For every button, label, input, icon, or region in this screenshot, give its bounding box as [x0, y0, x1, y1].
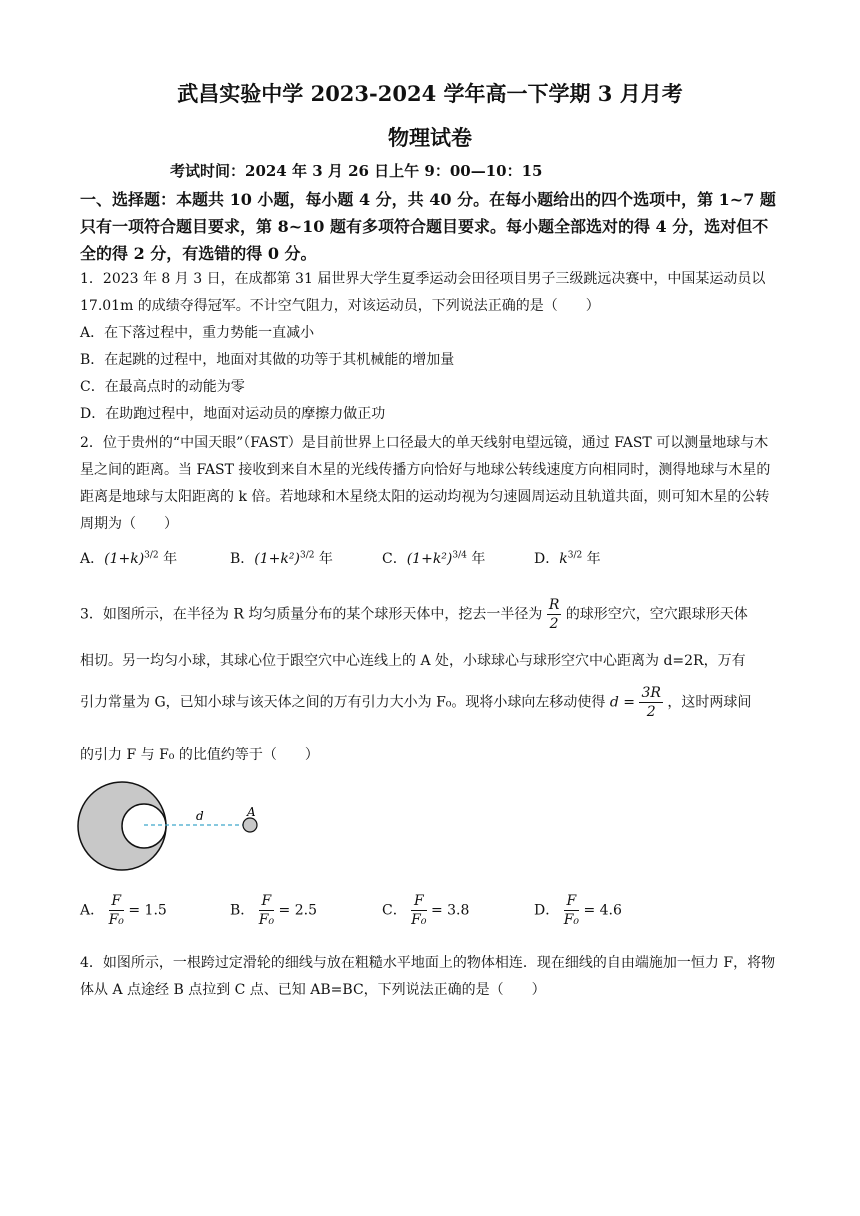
q2-options: [80, 548, 780, 578]
label-a: A: [247, 805, 256, 819]
q2-option-d: D．$k^{3/2}$ 年: [534, 550, 601, 567]
q3-options: [80, 892, 780, 936]
q3-fraction-3r-over-2: $\frac{3R}{2}$: [641, 685, 661, 720]
q2-option-b: B．$(1+k^2)^{3/2}$ 年: [230, 550, 333, 567]
label-d: d: [196, 809, 204, 823]
small-ball: [243, 818, 257, 832]
exam-title: 武昌实验中学 2023-2024 学年高一下学期 3 月月考: [177, 81, 683, 106]
q2-option-a: A．$(1+k)^{3/2}$ 年: [80, 550, 178, 567]
q1-stem: 1．2023 年 8 月 3 日，在成都第 31 届世界大学生夏季运动会田径项目男子三级跳远决赛中，中国某运动员以 17.01m 的成绩夺得冠军。不计空气阻力，对该运动员，下列说法正确的是（ ）: [80, 271, 766, 314]
cavity-circle: [122, 804, 166, 848]
q3-option-a: A． $\frac{F}{\text{F₀}}$ = 1.5: [80, 893, 167, 928]
q1-option-c: C．在最高点时的动能为零: [80, 379, 245, 395]
q2-option-c: C．$(1+k^2)^{3/4}$ 年: [382, 550, 486, 567]
q3-option-b: B． $\frac{F}{\text{F₀}}$ = 2.5: [230, 893, 317, 928]
q3-option-d: D． $\frac{F}{\text{F₀}}$ = 4.6: [534, 893, 622, 928]
exam-subtitle: 物理试卷: [388, 125, 472, 150]
q4-stem: 4．如图所示，一根跨过定滑轮的细线与放在粗糙水平地面上的物体相连．现在细线的自由端施加一恒力 F，将物体从 A 点途经 B 点拉到 C 点、已知 AB=BC，下列说法正确的是（ ）: [80, 955, 776, 998]
q3-line4: 的引力 F 与 F₀ 的比值约等于（ ）: [80, 747, 319, 763]
q3-line2: 相切。另一均匀小球，其球心位于跟空穴中心连线上的 A 处，小球球心与球形空穴中心距离为 d=2R，万有: [80, 653, 746, 669]
q1-option-a: A．在下落过程中，重力势能一直减小: [80, 325, 315, 341]
q3-line3: 引力常量为 G，已知小球与该天体之间的万有引力大小为 F₀。现将小球向左移动使得 d = $\frac{3R}{2}$ ，这时两球间: [80, 685, 752, 720]
q2-stem: 2．位于贵州的“中国天眼”（FAST）是目前世界上口径最大的单天线射电望远镜，通过 FAST 可以测量地球与木星之间的距离。当 FAST 接收到来自木星的光线传播方向恰好与地球公转线速度方向相同时，测得地球与木星的距离是地球与太阳距离的 k 倍。若地球和木星绕太阳的运动均视为匀速圆周运动且轨道共面，则可知木星的公转周期为（ ）: [80, 435, 771, 532]
q1-option-b: B．在起跳的过程中，地面对其做的功等于其机械能的增加量: [80, 352, 455, 368]
section-heading: 一、选择题：本题共 10 小题，每小题 4 分，共 40 分。在每小题给出的四个选项中，第 1~7 题只有一项符合题目要求，第 8~10 题有多项符合题目要求。每小题全部选对的得 4 分，选对但不全的得 2 分，有选错的得 0 分。: [80, 190, 776, 263]
q3-figure: [74, 780, 274, 876]
q3-line1: 3．如图所示，在半径为 R 均匀质量分布的某个球形天体中，挖去一半径为 $\frac{R}{2}$ 的球形空穴，空穴跟球形天体: [80, 597, 748, 632]
q1-option-d: D．在助跑过程中，地面对运动员的摩擦力做正功: [80, 406, 386, 422]
q3-option-c: C． $\frac{F}{\text{F₀}}$ = 3.8: [382, 893, 470, 928]
exam-time: 考试时间：2024 年 3 月 26 日上午 9：00—10：15: [170, 162, 543, 180]
q3-fraction-r-over-2: $\frac{R}{2}$: [548, 597, 560, 632]
